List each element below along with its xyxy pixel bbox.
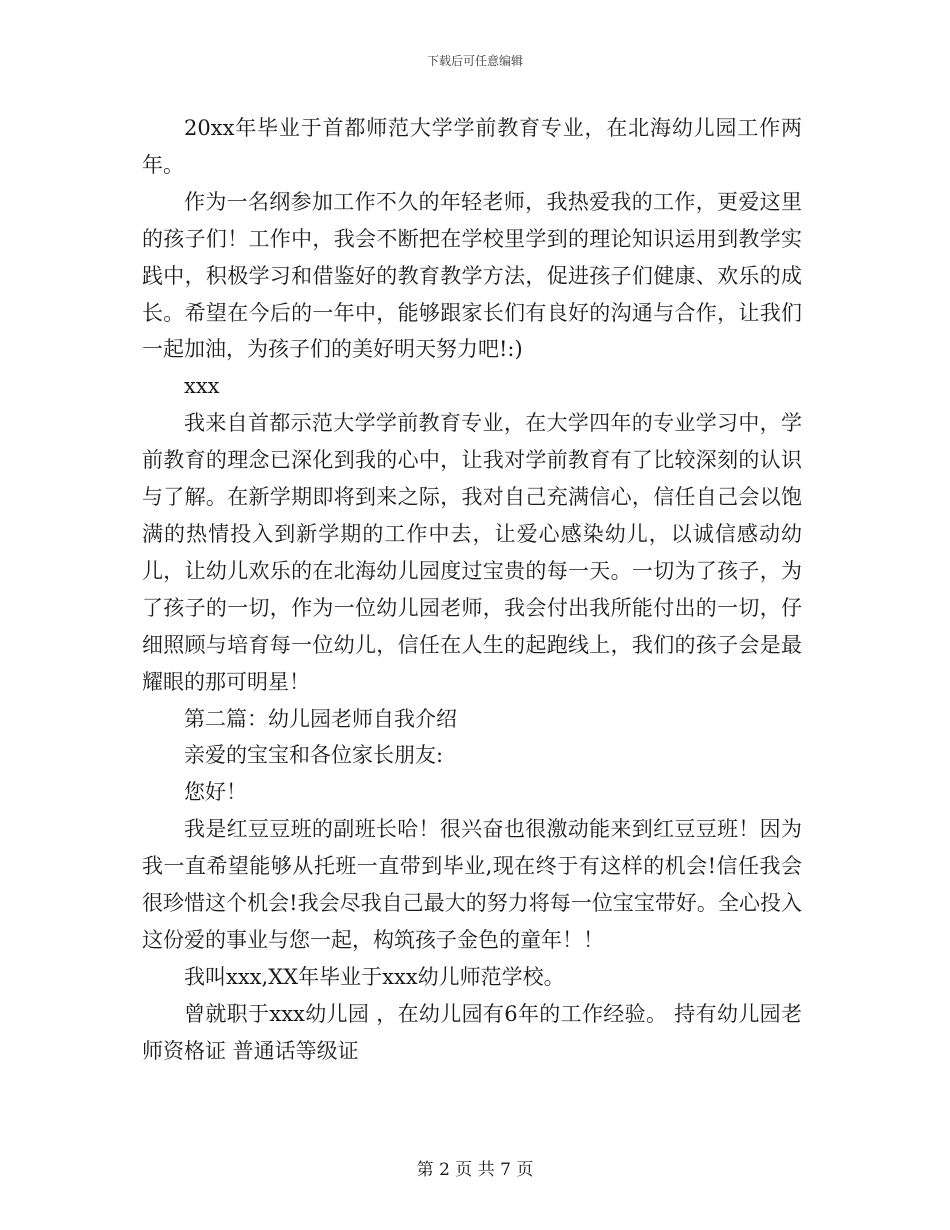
paragraph-major: 我来自首都示范大学学前教育专业，在大学四年的专业学习中，学前教育的理念已深化到我的心中，让我对学前教育有了比较深刻的认识与了解。在新学期即将到来之际，我对自己充满信心，信任自己会以饱满的热情投入到新学期的工作中去，让爱心感染幼儿，以诚信感动幼儿，让幼儿欢乐的在北海幼儿园度过宝贵的每一天。一切为了孩子，为了孩子的一切，作为一位幼儿园老师，我会付出我所能付出的一切，仔细照顾与培育每一位幼儿，信任在人生的起跑线上，我们的孩子会是最耀眼的那可明星！ (142, 411, 802, 694)
paragraph-class-intro: 我是红豆豆班的副班长哈！很兴奋也很激动能来到红豆豆班！因为我一直希望能够从托班一直带到毕业,现在终于有这样的机会!信任我会很珍惜这个机会!我会尽我自己最大的努力将每一位宝宝带好。全心投入这份爱的事业与您一起，构筑孩子金色的童年！！ (142, 817, 802, 952)
paragraph-greeting: 您好！ (184, 780, 247, 805)
page-header: 下载后可任意编辑 (426, 54, 523, 68)
paragraph-love-work: 作为一名纲参加工作不久的年轻老师，我热爱我的工作，更爱这里的孩子们！工作中，我会不断把在学校里学到的理论知识运用到教学实践中，积极学习和借鉴好的教育教学方法，促进孩子们健康、欢乐的成长。希望在今后的一年中，能够跟家长们有良好的沟通与合作，让我们一起加油，为孩子们的美好明天努力吧!:) (142, 189, 802, 362)
document-body (142, 110, 802, 1070)
paragraph-my-name: 我叫xxx,XX年毕业于xxx幼儿师范学校。 (184, 964, 565, 989)
paragraph-experience: 曾就职于xxx幼儿园 ，在幼儿园有6年的工作经验。 持有幼儿园老师资格证 普通话等级证 (142, 1001, 802, 1063)
paragraph-salutation: 亲爱的宝宝和各位家长朋友: (184, 743, 444, 768)
page-number: 第 2 页 共 7 页 (416, 1160, 534, 1180)
paragraph-name-placeholder: xxx (184, 374, 220, 399)
section-heading: 第二篇：幼儿园老师自我介绍 (184, 706, 457, 731)
paragraph-graduation: 20xx年毕业于首都师范大学学前教育专业，在北海幼儿园工作两年。 (142, 116, 802, 177)
